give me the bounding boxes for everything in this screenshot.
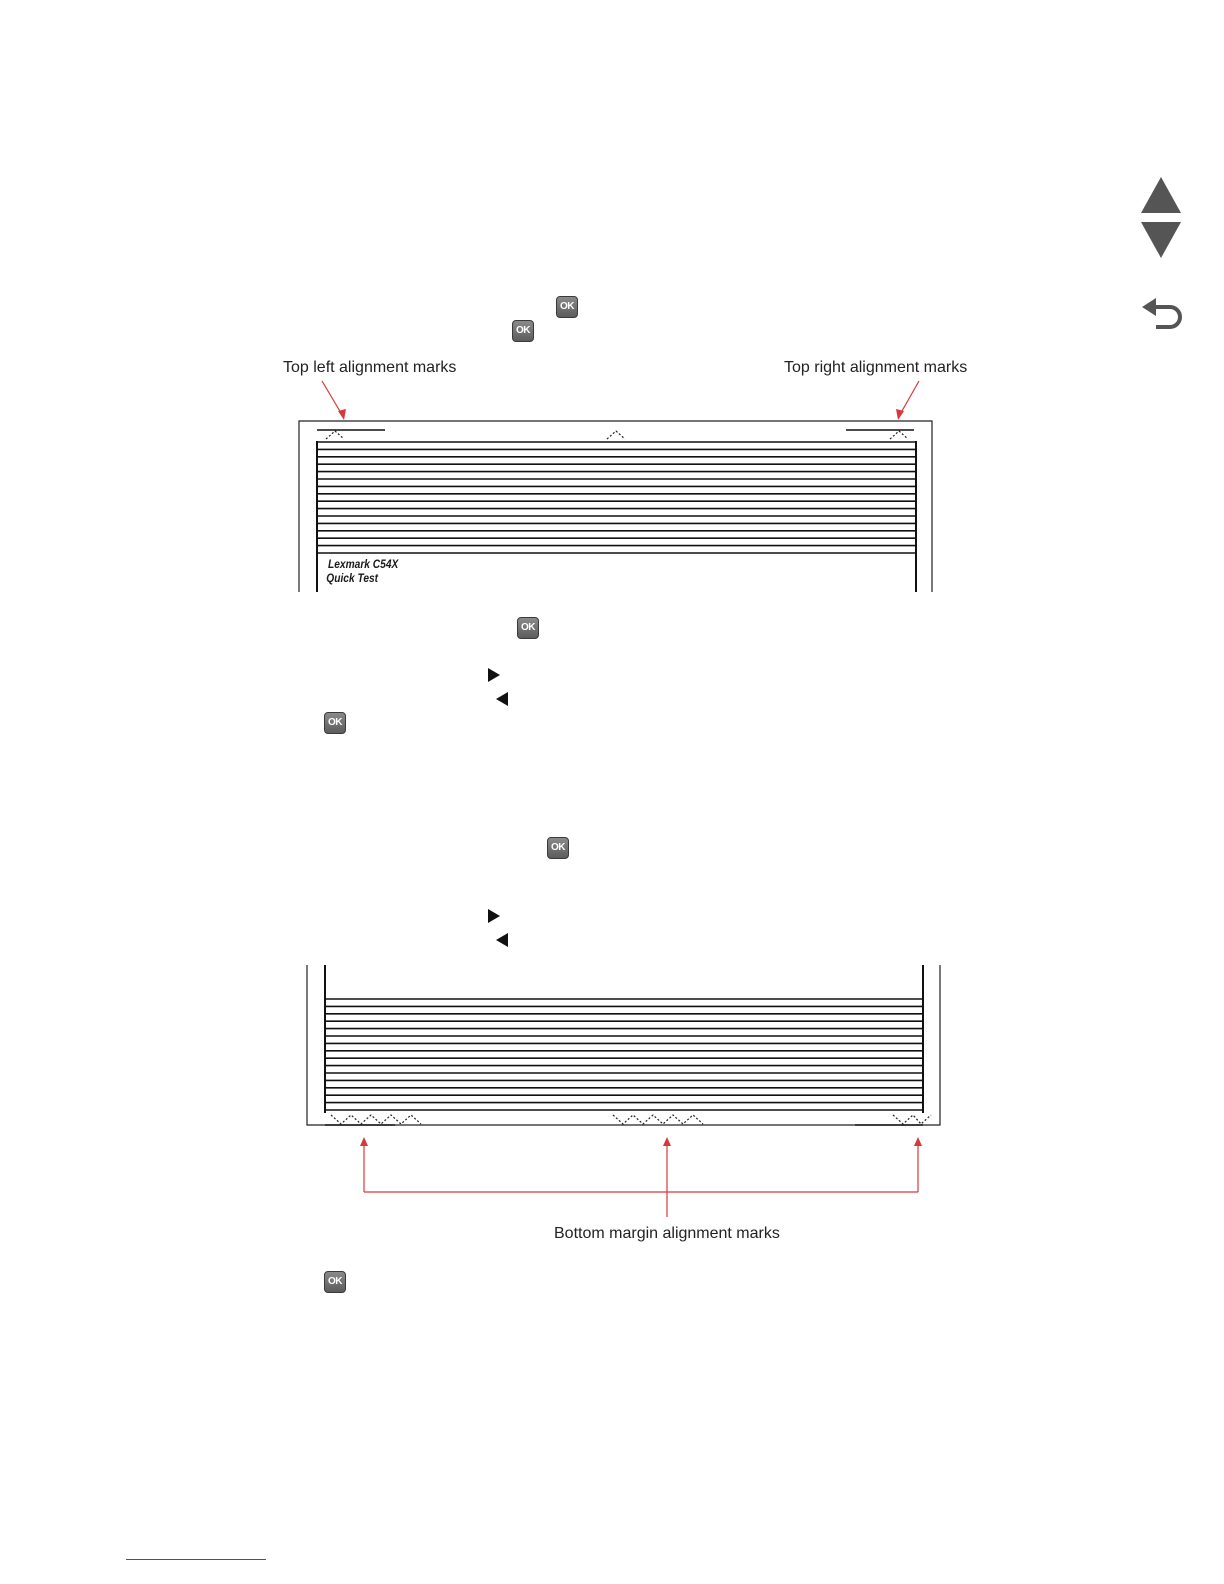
top-callout-arrows bbox=[322, 381, 919, 420]
test-page-subtitle: Quick Test bbox=[326, 571, 379, 585]
top-left-marks-label: Top left alignment marks bbox=[283, 359, 457, 376]
bottom-callout-arrows bbox=[364, 1141, 918, 1217]
bottom-marks-label: Bottom margin alignment marks bbox=[554, 1225, 780, 1242]
ok-button-icon: OK bbox=[324, 1271, 346, 1293]
bottom-page-outline bbox=[307, 965, 940, 1125]
top-alignment-marks bbox=[326, 431, 908, 439]
footer-link-underline[interactable] bbox=[126, 1559, 266, 1560]
ok-button-icon: OK bbox=[324, 712, 346, 734]
test-page-caption bbox=[328, 557, 398, 585]
ok-button-icon: OK bbox=[547, 837, 569, 859]
ok-button-icon: OK bbox=[517, 617, 539, 639]
bottom-alignment-marks bbox=[331, 1115, 931, 1124]
top-right-marks-label: Top right alignment marks bbox=[784, 359, 968, 376]
bottom-callout-arrowheads bbox=[360, 1137, 922, 1146]
top-test-lines bbox=[317, 442, 916, 553]
test-page-title: Lexmark C54X bbox=[328, 557, 399, 571]
bottom-test-lines bbox=[325, 999, 923, 1110]
ok-button-icon: OK bbox=[556, 296, 578, 318]
ok-button-icon: OK bbox=[512, 320, 534, 342]
